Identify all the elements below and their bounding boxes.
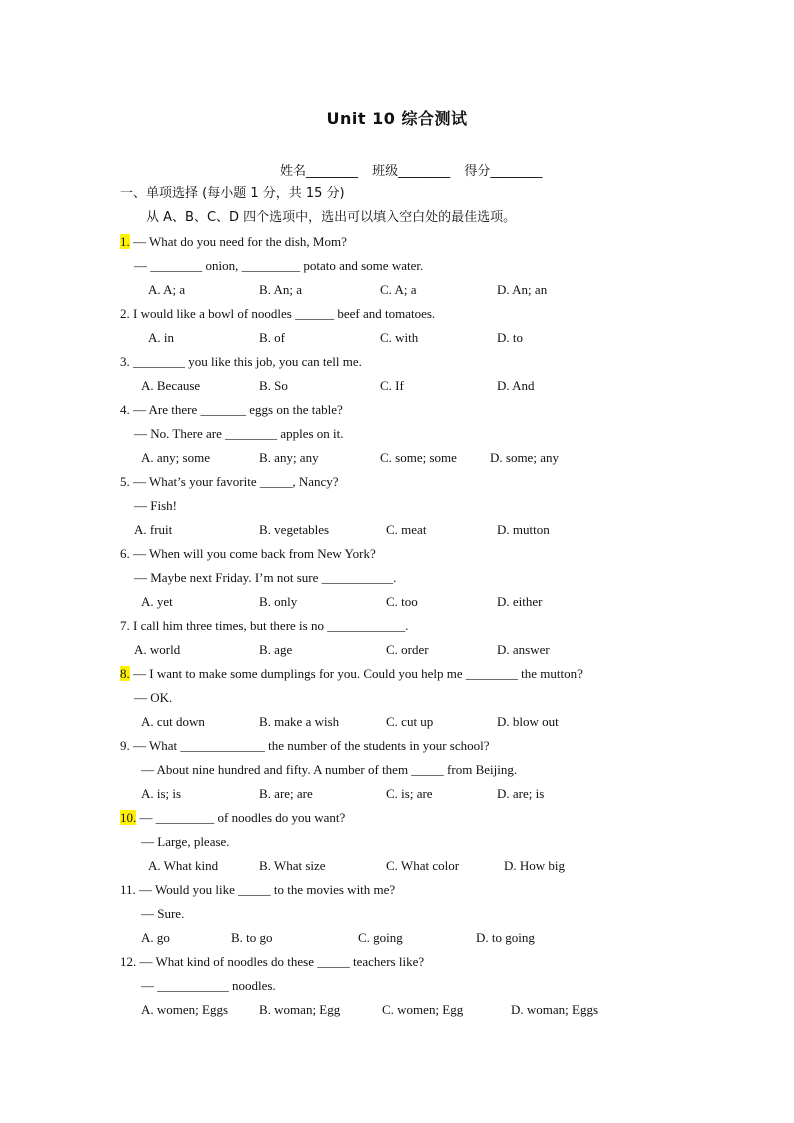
question-text: — ___________ noodles.	[141, 978, 276, 993]
question-text: — Would you like _____ to the movies with me?	[139, 882, 396, 897]
section-instruction: 从 A、B、C、D 四个选项中，选出可以填入空白处的最佳选项。	[146, 210, 517, 225]
question-number: 9.	[120, 738, 130, 753]
option-d: D. are; is	[497, 786, 545, 801]
question-text: I would like a bowl of noodles ______ beef and tomatoes.	[133, 306, 436, 321]
question-number: 2.	[120, 306, 130, 321]
question-number: 8.	[120, 666, 130, 681]
question-text: — What kind of noodles do these _____ teachers like?	[139, 954, 425, 969]
question-4	[120, 402, 343, 418]
option-b: B. make a wish	[259, 714, 340, 729]
option-b: B. only	[259, 594, 298, 609]
option-a: A. any; some	[141, 450, 210, 465]
option-c: C. order	[386, 642, 429, 657]
option-a: A. women; Eggs	[141, 1002, 229, 1017]
question-1	[120, 234, 347, 250]
option-d: D. blow out	[497, 714, 559, 729]
option-a: A. world	[134, 642, 181, 657]
student-info	[280, 160, 552, 179]
option-d: D. And	[497, 378, 535, 393]
option-a: A. fruit	[134, 522, 173, 537]
option-d: D. answer	[497, 642, 550, 657]
option-d: D. to	[497, 330, 523, 345]
name-field: 姓名________	[280, 164, 359, 179]
question-8	[120, 666, 583, 682]
section-heading: 一、单项选择 (每小题 1 分，共 15 分)	[120, 186, 345, 201]
question-text: — Maybe next Friday. I’m not sure ___________.	[134, 570, 397, 585]
question-number: 11.	[120, 882, 136, 897]
page-title: Unit 10 综合测试	[326, 109, 468, 128]
question-text: — Are there _______ eggs on the table?	[133, 402, 343, 417]
option-c: C. cut up	[386, 714, 434, 729]
question-5	[120, 474, 339, 490]
option-b: B. woman; Egg	[259, 1002, 341, 1017]
question-text: — _________ of noodles do you want?	[139, 810, 346, 825]
option-c: C. is; are	[386, 786, 433, 801]
option-b: B. of	[259, 330, 285, 345]
question-text: — I want to make some dumplings for you. Could you help me ________ the mutton?	[133, 666, 583, 681]
option-b: B. An; a	[259, 282, 302, 297]
option-b: B. to go	[231, 930, 273, 945]
option-c: C. going	[358, 930, 403, 945]
option-b: B. are; are	[259, 786, 313, 801]
question-text: — About nine hundred and fifty. A number of them _____ from Beijing.	[141, 762, 518, 777]
option-a: A. go	[141, 930, 170, 945]
question-text: — What _____________ the number of the students in your school?	[133, 738, 490, 753]
question-text: — What do you need for the dish, Mom?	[133, 234, 347, 249]
question-7	[120, 618, 408, 634]
option-b: B. So	[259, 378, 288, 393]
question-3	[120, 354, 362, 370]
option-a: A. is; is	[141, 786, 182, 801]
question-number: 12.	[120, 954, 137, 969]
option-b: B. What size	[259, 858, 326, 873]
option-a: A. in	[148, 330, 174, 345]
question-11	[120, 882, 395, 898]
option-c: C. too	[386, 594, 418, 609]
question-text: ________ you like this job, you can tell me.	[133, 354, 362, 369]
question-text: — No. There are ________ apples on it.	[134, 426, 344, 441]
question-number: 3.	[120, 354, 130, 369]
score-field: 得分________	[464, 164, 543, 179]
question-number: 4.	[120, 402, 130, 417]
option-c: C. If	[380, 378, 404, 393]
question-text: — Sure.	[141, 906, 185, 921]
option-c: C. women; Egg	[382, 1002, 464, 1017]
option-a: A. yet	[141, 594, 173, 609]
option-d: D. How big	[504, 858, 566, 873]
option-a: A. What kind	[148, 858, 219, 873]
option-a: A. A; a	[148, 282, 186, 297]
question-number: 5.	[120, 474, 130, 489]
question-6	[120, 546, 376, 562]
question-9	[120, 738, 489, 754]
option-b: B. any; any	[259, 450, 319, 465]
question-2	[120, 306, 435, 322]
option-d: D. An; an	[497, 282, 548, 297]
question-text: — Large, please.	[141, 834, 230, 849]
question-text: I call him three times, but there is no ____________.	[133, 618, 409, 633]
question-text: — What’s your favorite _____, Nancy?	[133, 474, 339, 489]
option-a: A. Because	[141, 378, 201, 393]
option-c: C. What color	[386, 858, 460, 873]
option-c: C. meat	[386, 522, 427, 537]
question-text: — ________ onion, _________ potato and some water.	[134, 258, 424, 273]
question-number: 1.	[120, 234, 130, 249]
option-c: C. with	[380, 330, 419, 345]
option-d: D. some; any	[490, 450, 559, 465]
question-text: — OK.	[134, 690, 173, 705]
class-field: 班级________	[372, 164, 451, 179]
option-d: D. mutton	[497, 522, 550, 537]
question-12	[120, 954, 424, 970]
question-number: 7.	[120, 618, 130, 633]
option-d: D. to going	[476, 930, 535, 945]
option-c: C. some; some	[380, 450, 457, 465]
option-d: D. either	[497, 594, 543, 609]
option-b: B. age	[259, 642, 293, 657]
question-number: 10.	[120, 810, 137, 825]
option-b: B. vegetables	[259, 522, 330, 537]
question-text: — When will you come back from New York?	[133, 546, 376, 561]
question-text: — Fish!	[134, 498, 177, 513]
option-d: D. woman; Eggs	[511, 1002, 599, 1017]
question-number: 6.	[120, 546, 130, 561]
option-c: C. A; a	[380, 282, 417, 297]
question-10	[120, 810, 345, 826]
option-a: A. cut down	[141, 714, 205, 729]
